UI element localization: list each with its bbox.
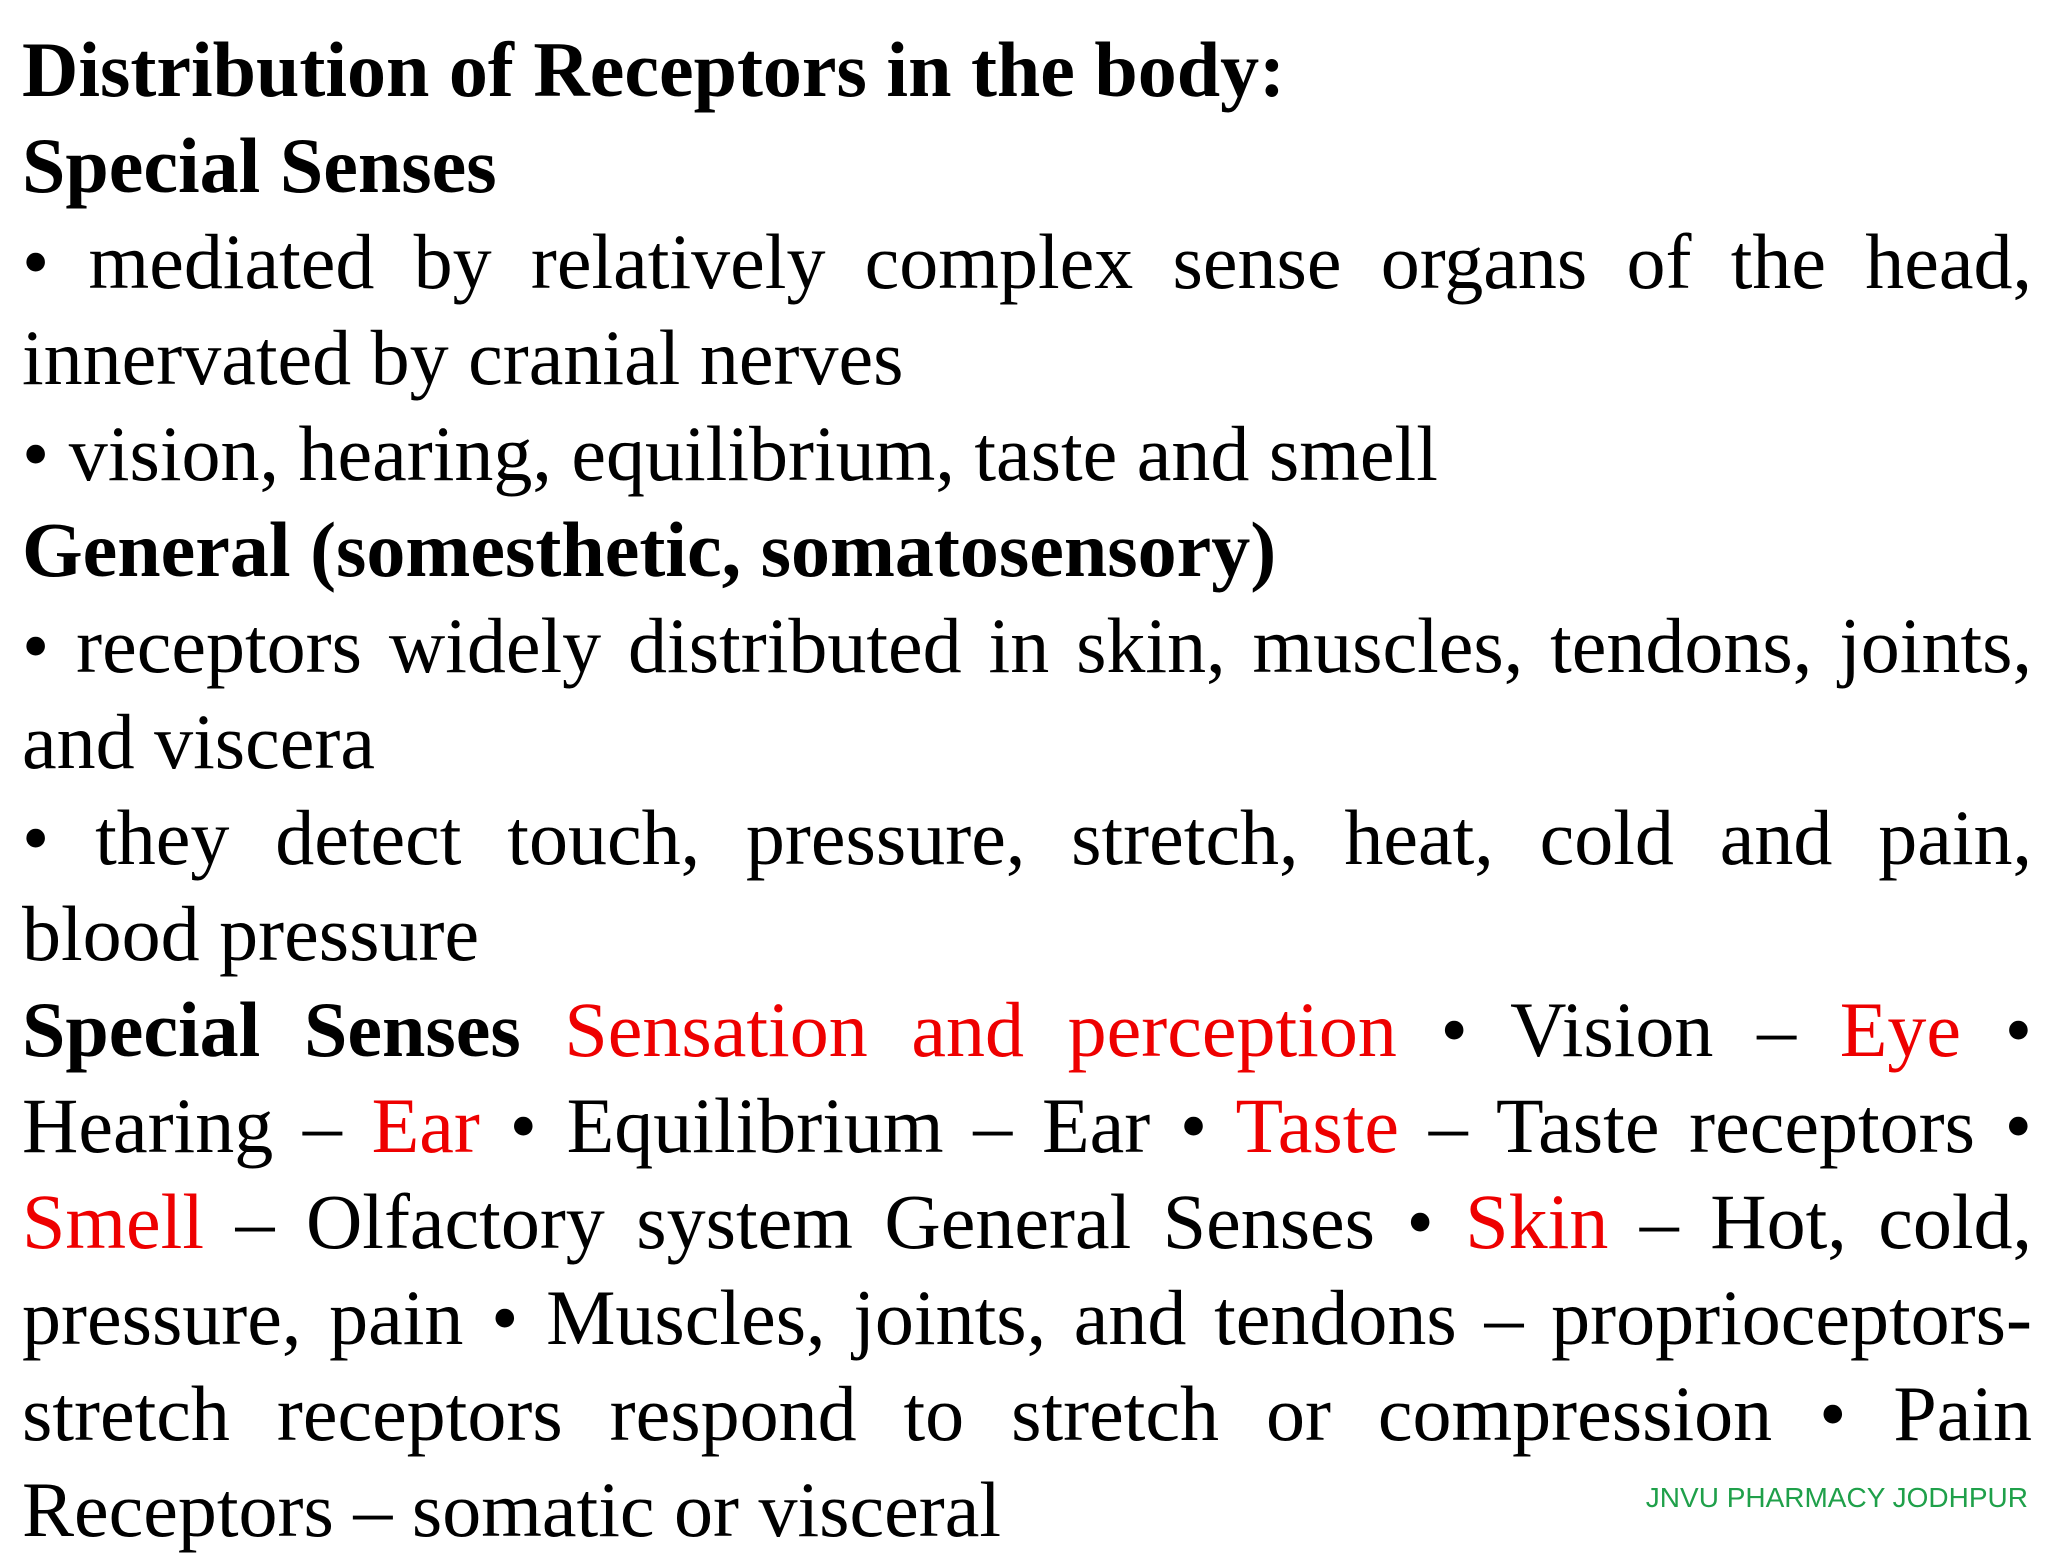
summary-paragraph — [22, 982, 2032, 1558]
summary-ear: Ear — [371, 1082, 480, 1169]
summary-skin: Skin — [1465, 1178, 1609, 1265]
summary-hearing: Hearing – — [22, 1082, 342, 1169]
special-senses-bullet-2: • vision, hearing, equilibrium, taste and smell — [22, 410, 1438, 497]
summary-taste: Taste — [1235, 1082, 1399, 1169]
general-senses-heading: General (somesthetic, somatosensory) — [22, 506, 1277, 593]
summary-eye: Eye — [1839, 986, 1962, 1073]
special-senses-bullet-1-line-2: innervated by cranial nerves — [22, 314, 904, 401]
summary-bullet: • — [2004, 986, 2033, 1073]
general-senses-bullet-2-line-2: blood pressure — [22, 890, 480, 977]
slide-title: Distribution of Receptors in the body: — [22, 26, 1286, 113]
general-senses-bullet-1-line-1: • receptors widely distributed in skin, muscles, tendons, joints, — [22, 602, 2032, 689]
summary-vision: • Vision – — [1440, 986, 1797, 1073]
summary-olfactory: – Olfactory system General Senses • — [235, 1178, 1434, 1265]
slide-content — [22, 22, 2032, 1558]
summary-taste-receptors: – Taste receptors • — [1428, 1082, 2032, 1169]
general-senses-bullet-1-line-2: and viscera — [22, 698, 375, 785]
summary-rest: – Hot, cold, pressure, pain • Muscles, joints, and tendons – proprioceptors- stretch receptors respond to stretch or compression • Pain Receptors – somatic or visceral — [22, 1178, 2033, 1553]
special-senses-bullet-1-line-1: • mediated by relatively complex sense organs of the head, — [22, 218, 2032, 305]
summary-smell: Smell — [22, 1178, 205, 1265]
summary-special-senses: Special Senses — [22, 986, 521, 1073]
summary-equilibrium: • Equilibrium – Ear • — [509, 1082, 1208, 1169]
summary-sensation-perception: Sensation and perception — [564, 986, 1397, 1073]
footer-label: JNVU PHARMACY JODHPUR — [1645, 1482, 2028, 1513]
general-senses-bullet-2-line-1: • they detect touch, pressure, stretch, heat, cold and pain, — [22, 794, 2032, 881]
special-senses-heading: Special Senses — [22, 122, 497, 209]
